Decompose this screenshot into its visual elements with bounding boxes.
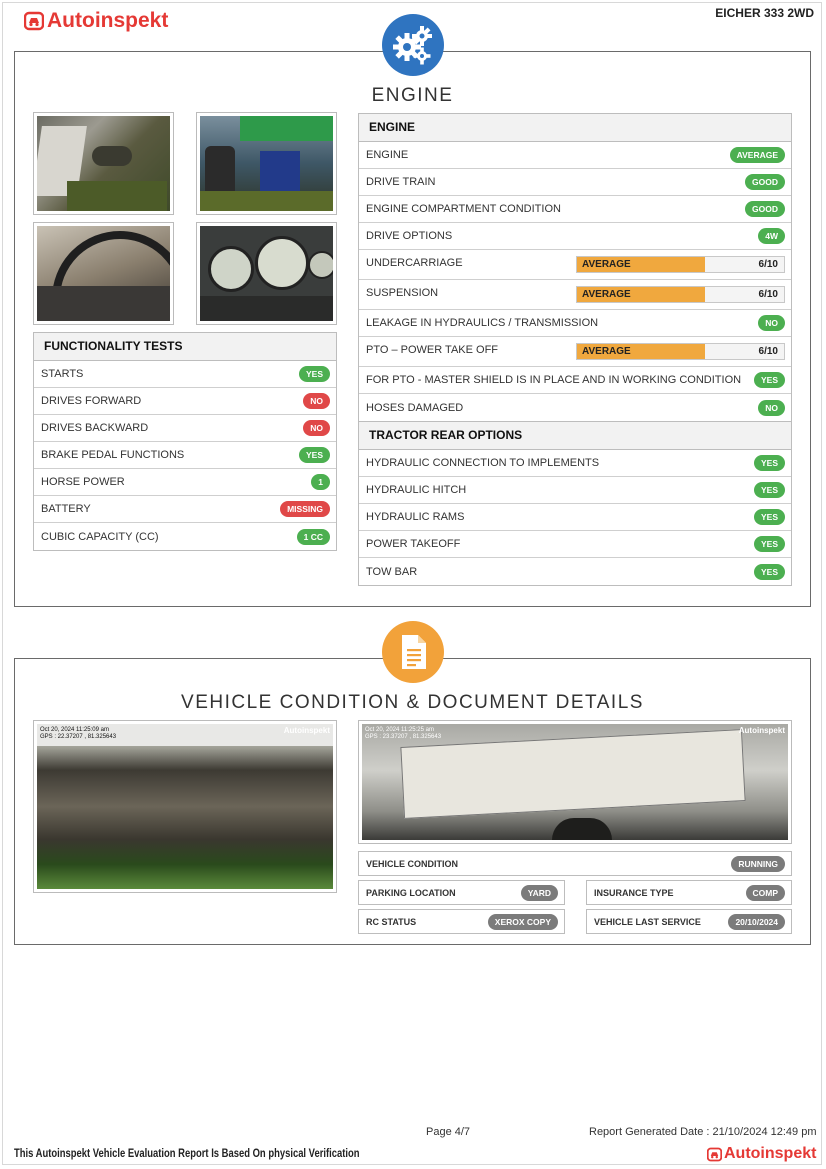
- row-label: HYDRAULIC CONNECTION TO IMPLEMENTS: [366, 457, 600, 469]
- rc-status-field: [358, 909, 565, 934]
- row-suspension: [359, 280, 791, 310]
- rear-options-header: TRACTOR REAR OPTIONS: [359, 421, 791, 450]
- row-label: DRIVES FORWARD: [41, 395, 142, 407]
- functionality-tests-table: [33, 332, 337, 551]
- engine-table: [358, 113, 792, 586]
- row-label: ENGINE COMPARTMENT CONDITION: [366, 203, 561, 215]
- status-badge: YES: [754, 536, 785, 552]
- row-hydraulic-connection-to-implements: [359, 450, 791, 477]
- footer-brand-name: Autoinspekt: [724, 1145, 817, 1162]
- chassis-photo[interactable]: [33, 720, 337, 893]
- engine-photo-3[interactable]: [33, 222, 174, 325]
- row-label: HORSE POWER: [41, 476, 125, 488]
- rc-status-label: RC STATUS: [366, 916, 417, 927]
- status-badge: YES: [754, 509, 785, 525]
- last-service-badge: 20/10/2024: [728, 914, 785, 930]
- row-label: BATTERY: [41, 503, 91, 515]
- engine-photo-4[interactable]: [196, 222, 337, 325]
- row-pto-power-take-off: [359, 337, 791, 367]
- photo-timestamp: Oct 20, 2024 11:25:09 am GPS : 22.37207 , 81.325643: [40, 727, 117, 740]
- insurance-type-badge: COMP: [746, 885, 786, 901]
- row-drive-options: [359, 223, 791, 250]
- page-number: Page 4/7: [426, 1126, 471, 1138]
- photo-timestamp: Oct 20, 2024 11:25:25 am GPS : 23.37207 , 81.325643: [365, 727, 442, 740]
- row-engine: [359, 142, 791, 169]
- rating-label: AVERAGE: [582, 289, 631, 300]
- row-starts: [34, 361, 336, 388]
- status-badge: GOOD: [745, 174, 785, 190]
- row-power-takeoff: [359, 531, 791, 558]
- row-label: SUSPENSION: [366, 287, 439, 299]
- row-cubic-capacity-cc: [34, 523, 336, 550]
- row-label: PTO – POWER TAKE OFF: [366, 344, 499, 356]
- gears-icon: [382, 14, 444, 76]
- status-badge: NO: [303, 420, 330, 436]
- row-label: HYDRAULIC HITCH: [366, 484, 467, 496]
- row-battery: [34, 496, 336, 523]
- vehicle-condition-label: VEHICLE CONDITION: [366, 858, 459, 869]
- row-undercarriage: [359, 250, 791, 280]
- engine-table-header: ENGINE: [359, 114, 791, 142]
- status-badge: 4W: [758, 228, 785, 244]
- row-label: DRIVES BACKWARD: [41, 422, 149, 434]
- row-drives-backward: [34, 415, 336, 442]
- row-label: POWER TAKEOFF: [366, 538, 461, 550]
- rc-status-badge: XEROX COPY: [488, 914, 558, 930]
- row-label: FOR PTO - MASTER SHIELD IS IN PLACE AND IN WORKING CONDITION: [366, 374, 742, 386]
- parking-location-badge: YARD: [521, 885, 558, 901]
- row-leakage-in-hydraulics-transmission: [359, 310, 791, 337]
- photo-watermark: Autoinspekt: [738, 726, 785, 735]
- row-hoses-damaged: [359, 394, 791, 421]
- insurance-type-field: [586, 880, 792, 905]
- row-label: BRAKE PEDAL FUNCTIONS: [41, 449, 185, 461]
- vehicle-condition-field: [358, 851, 792, 876]
- parking-location-label: PARKING LOCATION: [366, 887, 456, 898]
- report-generated-date: Report Generated Date : 21/10/2024 12:49 pm: [589, 1126, 817, 1138]
- row-horse-power: [34, 469, 336, 496]
- row-label: CUBIC CAPACITY (CC): [41, 530, 159, 543]
- status-badge: 1: [311, 474, 330, 490]
- rating-score: 6/10: [758, 346, 778, 357]
- row-drives-forward: [34, 388, 336, 415]
- status-badge: NO: [303, 393, 330, 409]
- status-badge: YES: [299, 366, 330, 382]
- row-label: TOW BAR: [366, 565, 418, 578]
- rating-bar: [576, 343, 785, 360]
- status-badge: AVERAGE: [730, 147, 785, 163]
- status-badge: YES: [299, 447, 330, 463]
- insurance-type-label: INSURANCE TYPE: [594, 887, 674, 898]
- row-label: DRIVE OPTIONS: [366, 230, 453, 242]
- vehicle-section-title: VEHICLE CONDITION & DOCUMENT DETAILS: [181, 692, 644, 713]
- row-label: HOSES DAMAGED: [366, 401, 464, 414]
- status-badge: 1 CC: [297, 529, 330, 545]
- rating-bar: [576, 256, 785, 273]
- row-label: UNDERCARRIAGE: [366, 257, 463, 269]
- row-label: LEAKAGE IN HYDRAULICS / TRANSMISSION: [366, 317, 599, 329]
- vehicle-model: EICHER 333 2WD: [715, 6, 814, 20]
- photo-watermark: Autoinspekt: [283, 726, 330, 735]
- status-badge: NO: [758, 315, 785, 331]
- last-service-field: [586, 909, 792, 934]
- row-hydraulic-hitch: [359, 477, 791, 504]
- status-badge: YES: [754, 564, 785, 580]
- car-logo-icon: [24, 11, 44, 31]
- car-logo-icon: [707, 1147, 722, 1162]
- status-badge: YES: [754, 482, 785, 498]
- parking-location-field: [358, 880, 565, 905]
- rating-label: AVERAGE: [582, 259, 631, 270]
- row-label: DRIVE TRAIN: [366, 176, 436, 188]
- engine-plate-photo[interactable]: [358, 720, 792, 844]
- status-badge: MISSING: [280, 501, 330, 517]
- status-badge: YES: [754, 372, 785, 388]
- engine-section-title: ENGINE: [371, 85, 454, 106]
- row-label: ENGINE: [366, 149, 409, 161]
- brand-name: Autoinspekt: [47, 9, 169, 32]
- footer-brand-logo: [707, 1145, 816, 1163]
- verification-note: This Autoinspekt Vehicle Evaluation Report Is Based On physical Verification: [14, 1148, 360, 1160]
- brand-logo: [24, 9, 168, 33]
- status-badge: GOOD: [745, 201, 785, 217]
- row-for-pto-master-shield-is-in-place-and-in-working-condition: [359, 367, 791, 394]
- status-badge: NO: [758, 400, 785, 416]
- document-icon: [382, 621, 444, 683]
- status-badge: YES: [754, 455, 785, 471]
- row-hydraulic-rams: [359, 504, 791, 531]
- row-tow-bar: [359, 558, 791, 585]
- rating-bar: [576, 286, 785, 303]
- engine-photo-1[interactable]: [33, 112, 174, 215]
- row-drive-train: [359, 169, 791, 196]
- functionality-tests-header: FUNCTIONALITY TESTS: [34, 333, 336, 361]
- vehicle-condition-badge: RUNNING: [731, 856, 785, 872]
- rating-score: 6/10: [758, 259, 778, 270]
- rating-score: 6/10: [758, 289, 778, 300]
- rating-label: AVERAGE: [582, 346, 631, 357]
- row-label: STARTS: [41, 368, 84, 380]
- row-brake-pedal-functions: [34, 442, 336, 469]
- row-label: HYDRAULIC RAMS: [366, 511, 465, 523]
- last-service-label: VEHICLE LAST SERVICE: [594, 916, 701, 927]
- row-engine-compartment-condition: [359, 196, 791, 223]
- engine-photo-2[interactable]: [196, 112, 337, 215]
